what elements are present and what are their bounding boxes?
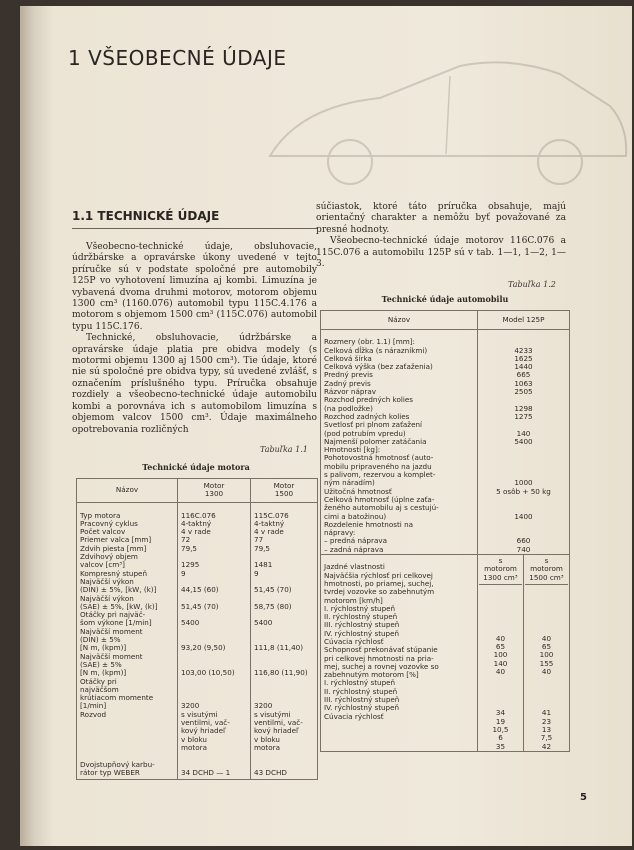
table-cell-line: Celková dĺžka (s nárazníkmi) [324,345,428,355]
table-cell-line: s visutými [181,709,218,719]
table-cell-line: 4 v rade [254,527,284,537]
table-cell-line: Rozchod predných kolies [324,395,414,405]
table-cell-line: 6 [498,733,503,743]
table-cell-line: 140 [516,428,531,438]
paragraph: Všeobecno-technické údaje, obsluhovacie, údržbárske a opravárske úkony uvedené v tejto príručke sú v podstate spoločné pre automobily 125P vo vyhotovení limuzína aj kombi. Limuzína je vybavená dvoma druhmi motorov, motorom objemu 1300 cm³ (1160.076) automobil typu 115C.4.176 a motorom s objemom 1500 cm³ (115C.076) automobil typu 115C.176. [72,242,317,332]
right-text-column [316,202,566,270]
table-subheader: s motorom 1500 cm³ [525,555,568,585]
table-cell-line: s visutými [254,709,291,719]
table-cell-line: (pod potrubím vpredu) [324,428,406,438]
table-cell-line: 1440 [514,362,533,372]
chapter-title: 1 VŠEOBECNÉ ÚDAJE [68,46,287,70]
table-cell-line: – zadná náprava [324,544,384,554]
table-cell-line: hmotnosti, po priamej, suchej, [324,578,434,588]
table-subheader: s motorom 1300 cm³ [479,555,522,585]
table-cell-line: 51,45 (70) [254,585,292,595]
table-cell-line: ventilmi, vač- [254,718,303,728]
table-cell-line: 1000 [514,478,533,488]
table-cell-line [181,752,247,760]
table-cell-line [254,628,314,636]
table-cell-line: Najmenší polomer zatáčania [324,436,427,446]
table-cell-line: 155 [539,658,554,668]
table-cell-line: II. rýchlostný stupeň [324,686,398,696]
table-cell-line: I. rýchlostný stupeň [324,603,396,613]
table-header: Názov [77,479,178,503]
table-cell-line: Cúvacia rýchlosť [324,636,384,646]
table-cell-line: 5400 [254,618,273,628]
table-cell-line: 40 [541,666,552,676]
table-cell-line: Typ motora [80,510,121,520]
table-cell-line: 2505 [514,387,533,397]
table-cell-line [254,678,314,686]
table-2-motor-1500 [525,585,568,751]
table-cell-line: zabehnutým motorom [%] [324,670,419,680]
table-cell-line: motora [181,742,207,752]
page-number: 5 [580,792,587,803]
table-cell-line: Pracovný cyklus [80,518,138,528]
table-cell-line: Celková výška (bez zaťaženia) [324,362,433,372]
table-cell-line: 40 [495,633,506,643]
table-cell-line: 660 [516,536,531,546]
table-cell-line: pri celkovej hmotnosti na pria- [324,653,434,663]
table-cell-line: IV. rýchlostný stupeň [324,703,400,713]
table-cell-line: Schopnosť prekonávať stúpanie [324,645,438,655]
table-cell-line: mej, suchej a rovnej vozovke so [324,661,439,671]
table-cell-line: 1481 [254,560,273,570]
table-cell-line: II. rýchlostný stupeň [324,612,398,622]
table-1-label: Tabuľka 1.1 [260,445,308,454]
table-cell-line: ženého automobilu aj s cestujú- [324,503,439,513]
table-cell-line: 116,80 (11,90) [254,668,308,678]
table-cell-line: Dvojstupňový karbu- [80,759,155,769]
table-cell-line: Svetlosť pri plnom zaťažení [324,420,423,430]
table-cell-line: mobilu pripraveného na jazdu [324,461,432,471]
table-cell-line: 65 [541,641,552,651]
table-2-label: Tabuľka 1.2 [508,280,556,289]
table-cell-line: 13 [541,724,552,734]
table-cell-line: 1400 [514,511,533,521]
table-cell-line: 100 [539,650,554,660]
table-cell-line: [N m, (kpm)] [80,668,127,678]
table-cell-line: [1/min] [80,701,107,711]
table-cell-line: [N m, (kpm)] [80,643,127,653]
table-cell-line: Zdvihový objem [80,552,138,562]
table-cell-line: 72 [181,535,191,545]
table-cell-line: valcov [cm³] [80,560,125,570]
table-cell-line: 7,5 [540,733,553,743]
table-cell-line: (DIN) ± 5% [80,635,121,645]
table-cell-line: najväčšom [80,684,119,694]
table-cell-line: Cúvacia rýchlosť [324,711,384,721]
table-cell-line: 4 v rade [181,527,211,537]
table-cell-line: (na podložke) [324,403,373,413]
table-cell-line: šom výkone [1/min] [80,618,152,628]
table-cell-line [80,727,174,735]
table-cell-line [181,678,247,686]
table-cell-line: 4-taktný [181,518,212,528]
table-cell-line: 1298 [514,403,533,413]
table-cell-line: Pohotovostná hmotnosť (auto- [324,453,434,463]
table-cell-line: Rozchod zadných kolies [324,411,410,421]
section-divider [72,228,317,229]
table-cell-line: (SAE) ± 5%, [kW, (k)] [80,601,158,611]
table-cell-line: tvrdej vozovke so zabehnutým [324,587,435,597]
table-cell-line: Rozvod [80,709,107,719]
table-cell-line: Najväčší výkon [80,593,134,603]
table-cell-line: Priemer valca [mm] [80,535,152,545]
table-cell-line: motora [254,742,280,752]
table-cell-line: Rázvor náprav [324,387,377,397]
table-cell-line: 4-taktný [254,518,285,528]
table-cell-line: 79,5 [254,543,271,553]
paragraph: súčiastok, ktoré táto príručka obsahuje, majú orientačný charakter a nemôžu byť považované za presné hodnoty. [316,202,566,235]
table-2-names-lower [324,555,474,721]
table-2-values-upper [481,338,566,554]
table-cell-line: 100 [493,650,508,660]
table-cell-line: motorom [km/h] [324,595,383,605]
table-cell-line [181,686,247,694]
table-cell-line: 58,75 (80) [254,601,292,611]
table-cell-line: kový hriadeľ [254,726,299,736]
table-cell-line: Užitočná hmotnosť [324,486,392,496]
table-cell-line: IV. rýchlostný stupeň [324,628,400,638]
table-cell-line: 40 [541,633,552,643]
table-cell-line: 3200 [254,701,273,711]
table-cell-line: 93,20 (9,50) [181,643,226,653]
table-header: Model 125P [478,311,570,330]
table-cell-line: (SAE) ± 5% [80,659,122,669]
table-cell-line: Najväčší moment [80,651,143,661]
table-cell-line: 111,8 (11,40) [254,643,304,653]
table-cell-line: Celková hmotnosť (úplne zaťa- [324,494,435,504]
table-cell-line: Zadný previs [324,378,371,388]
paragraph: Všeobecno-technické údaje motorov 116C.076 a 115C.076 a automobilu 125P sú v tab. 1—1, 1—2, 1—3. [316,236,566,270]
table-cell-line: Najväčší výkon [80,576,134,586]
table-cell-line: I. rýchlostný stupeň [324,678,396,688]
table-header: Motor 1300 [178,479,251,503]
table-cell-line: 5 osôb + 50 kg [496,486,551,496]
table-cell-line: 5400 [181,618,200,628]
table-cell-line: 115C.076 [254,510,289,520]
table-cell-line: ventilmi, vač- [181,718,230,728]
table-cell-line: 44,15 (60) [181,585,219,595]
table-cell-line: 23 [541,716,552,726]
table-cell-line: nápravy: [324,528,356,538]
table-cell-line: Celková šírka [324,353,372,363]
table-cell-line [254,686,314,694]
table-2-motor-1300 [479,585,522,751]
table-2-names-upper [324,338,474,554]
table-cell-line: 51,45 (70) [181,601,219,611]
table-cell-line: Jazdné vlastnosti [324,562,385,572]
table-header: Názov [321,311,478,330]
table-cell-line: s palivom, rezervou a komplet- [324,470,436,480]
table-cell-line: 35 [495,741,506,751]
table-cell-line: 9 [254,568,259,578]
book-page [20,6,632,846]
table-cell-line: 34 [495,708,506,718]
table-cell-line [80,744,174,752]
table-cell-line: ným náradím) [324,478,375,488]
table-cell-line: cimi a batožinou) [324,511,387,521]
table-cell-line: 10,5 [492,724,509,734]
table-cell-line: 43 DCHD [254,767,287,777]
table-cell-line: Kompresný stupeň [80,568,148,578]
table-cell-line: Otáčky pri najväč- [80,610,146,620]
section-title: 1.1 TECHNICKÉ ÚDAJE [72,209,220,223]
table-cell-line: v bloku [181,734,207,744]
left-text-column [72,242,317,436]
table-cell-line: 19 [495,716,506,726]
table-cell-line: v bloku [254,734,280,744]
table-1-motor-1300 [181,512,247,778]
car-outline-icon [260,36,632,206]
table-cell-line: III. rýchlostný stupeň [324,620,400,630]
table-cell-line: Zdvih piesta [mm] [80,543,147,553]
table-cell-line: 4233 [514,345,533,355]
engine-specs-table [76,478,318,780]
table-header: Motor 1500 [251,479,318,503]
table-cell-line: Predný previs [324,370,373,380]
table-cell-line: 79,5 [181,543,198,553]
table-cell-line: 103,00 (10,50) [181,668,235,678]
table-cell-line: kový hriadeľ [181,726,226,736]
table-cell-line: 34 DCHD — 1 [181,767,231,777]
table-cell-line: rátor typ WEBER [80,767,140,777]
table-cell-line: III. rýchlostný stupeň [324,695,400,705]
table-1-motor-1500 [254,512,314,778]
table-cell-line: Hmotnosti [kg]: [324,445,381,455]
table-cell-line: Rozmery (obr. 1.1) [mm]: [324,337,415,347]
table-cell-line: 1063 [514,378,533,388]
table-cell-line: 40 [495,666,506,676]
table-cell-line: Najväčší moment [80,626,143,636]
table-cell-line: Rozdelenie hmotnosti na [324,519,414,529]
table-cell-line: 140 [493,658,508,668]
table-cell-line: Otáčky pri [80,676,117,686]
table-1-title: Technické údaje motora [142,462,250,472]
table-cell-line: 77 [254,535,264,545]
table-cell-line [254,653,314,661]
table-cell-line: 65 [495,641,506,651]
table-cell-line [254,752,314,760]
table-cell-line: Počet valcov [80,527,126,537]
table-cell-line: 41 [541,708,552,718]
vehicle-specs-table [320,310,570,752]
table-cell-line: krútiacom momente [80,693,154,703]
table-cell-line: 665 [516,370,531,380]
paragraph: Technické, obsluhovacie, údržbárske a opravárske údaje platia pre obidva modely (s motormi objemu 1300 aj 1500 cm³). Tie údaje, ktoré nie sú spoločné pre obidva typy, sú uvedené zvlášť, s označením príslušného typu. Príručka obsahuje rozdiely a všeobecno-technické údaje automobilu kombi a porovnáva ich s automobilom limuzína s objemom valcov 1500 cm³. Údaje maximálneho opotrebovania rozličných [72,333,317,435]
table-2-title: Technické údaje automobilu [381,294,509,304]
table-cell-line: (DIN) ± 5%, [kW, (k)] [80,585,157,595]
table-cell-line: 42 [541,741,552,751]
table-1-names [80,512,174,778]
table-cell-line: 1295 [181,560,200,570]
table-cell-line: 740 [516,544,531,554]
table-cell-line: 116C.076 [181,510,216,520]
table-cell-line: Najväčšia rýchlosť pri celkovej [324,570,433,580]
table-cell-line [181,628,247,636]
table-cell-line: 1275 [514,411,533,421]
table-cell-line: 5400 [514,436,533,446]
table-cell-line: – predná náprava [324,536,388,546]
table-cell-line [80,719,174,727]
table-cell-line [80,736,174,744]
table-cell-line: 1625 [514,353,533,363]
table-cell-line [181,653,247,661]
table-cell-line: 9 [181,568,186,578]
table-cell-line: 3200 [181,701,200,711]
